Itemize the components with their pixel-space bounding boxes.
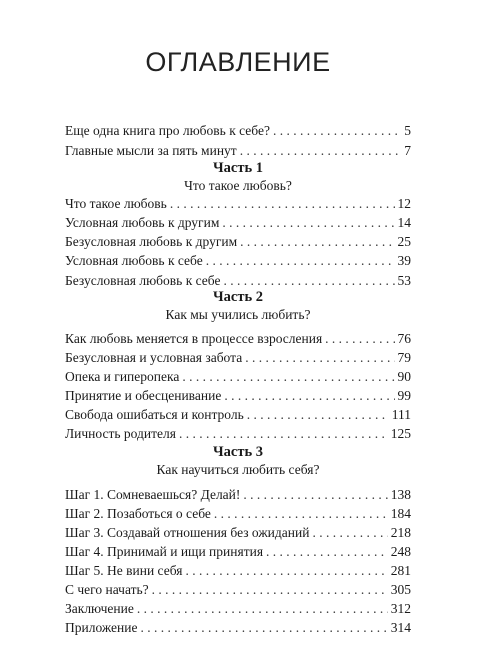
toc-entry-label: Опека и гиперопека <box>65 369 180 384</box>
toc-entry-page: 79 <box>397 350 411 365</box>
leader-dots <box>182 367 394 386</box>
leader-dots <box>206 251 395 270</box>
toc-entry-label: Личность родителя <box>65 426 176 441</box>
toc-entry-label: Принятие и обесценивание <box>65 388 222 403</box>
toc-entry-label: С чего начать? <box>65 582 149 597</box>
toc-entry-label: Свобода ошибаться и контроль <box>65 407 244 422</box>
toc-entry-page: 53 <box>397 273 411 288</box>
toc-entry <box>65 523 411 542</box>
toc-entry-label: Безусловная и условная забота <box>65 350 243 365</box>
part-heading: Часть 2 <box>213 289 263 305</box>
toc-entry-label: Шаг 5. Не вини себя <box>65 563 183 578</box>
toc-entry <box>65 405 411 424</box>
toc-entry-page: 76 <box>397 331 411 346</box>
toc-entry-page: 184 <box>390 506 411 521</box>
leader-dots <box>179 424 388 443</box>
leader-dots <box>266 542 388 561</box>
leader-dots <box>152 580 388 599</box>
leader-dots <box>240 232 394 251</box>
toc-entry <box>65 386 411 405</box>
page-title: ОГЛАВЛЕНИЕ <box>145 47 331 77</box>
toc-entry <box>65 232 411 251</box>
toc-entry-page: 218 <box>390 525 411 540</box>
toc-entry-page: 14 <box>397 215 411 230</box>
toc-entry <box>65 367 411 386</box>
toc-entry-page: 305 <box>390 582 411 597</box>
toc-entry <box>65 121 411 140</box>
toc-entry <box>65 542 411 561</box>
leader-dots <box>273 121 401 140</box>
leader-dots <box>243 485 387 504</box>
toc-entry-label: Шаг 2. Позаботься о себе <box>65 506 211 521</box>
toc-entry-label: Шаг 1. Сомневаешься? Делай! <box>65 487 241 502</box>
toc-entry <box>65 251 411 270</box>
toc-entry-page: 90 <box>397 369 411 384</box>
toc-entry <box>65 329 411 348</box>
leader-dots <box>245 348 394 367</box>
toc-entry <box>65 580 411 599</box>
part-subtitle: Как мы учились любить? <box>165 307 311 322</box>
toc-entry-label: Шаг 4. Принимай и ищи принятия <box>65 544 264 559</box>
part-subtitle: Что такое любовь? <box>184 178 292 193</box>
toc-entry-label: Что такое любовь <box>65 196 167 211</box>
toc-entry <box>65 141 411 160</box>
toc-entry-page: 12 <box>397 196 411 211</box>
toc-entry-page: 5 <box>404 123 411 138</box>
toc-entry-label: Как любовь меняется в процессе взросления <box>65 331 323 346</box>
toc-entry-label: Заключение <box>65 601 134 616</box>
toc-entry-page: 248 <box>390 544 411 559</box>
leader-dots <box>224 386 394 405</box>
toc-entry-label: Приложение <box>65 620 138 635</box>
toc-entry-label: Условная любовь к другим <box>65 215 220 230</box>
leader-dots <box>312 523 387 542</box>
toc-entry <box>65 213 411 232</box>
toc-entry-page: 25 <box>397 234 411 249</box>
toc-entry-page: 111 <box>391 407 411 422</box>
leader-dots <box>185 561 387 580</box>
leader-dots <box>222 213 394 232</box>
toc-entry <box>65 424 411 443</box>
leader-dots <box>247 405 389 424</box>
toc-entry-page: 39 <box>397 253 411 268</box>
toc-entry-label: Шаг 3. Создавай отношения без ожиданий <box>65 525 310 540</box>
toc-entry <box>65 271 411 290</box>
toc-entry <box>65 504 411 523</box>
toc-entry-label: Безусловная любовь к другим <box>65 234 238 249</box>
toc-entry-page: 314 <box>390 620 411 635</box>
leader-dots <box>223 271 394 290</box>
toc-entry-label: Еще одна книга про любовь к себе? <box>65 123 270 138</box>
toc-entry-page: 281 <box>390 563 411 578</box>
toc-entry-page: 138 <box>390 487 411 502</box>
toc-entry-page: 312 <box>390 601 411 616</box>
toc-entry <box>65 618 411 637</box>
toc-entry <box>65 561 411 580</box>
part-subtitle: Как научиться любить себя? <box>156 462 320 477</box>
toc-entry <box>65 599 411 618</box>
toc-entry-label: Условная любовь к себе <box>65 253 203 268</box>
leader-dots <box>240 141 402 160</box>
part-heading: Часть 3 <box>213 444 263 460</box>
leader-dots <box>140 618 387 637</box>
leader-dots <box>325 329 394 348</box>
leader-dots <box>170 194 395 213</box>
toc-entry-page: 7 <box>404 143 411 158</box>
toc-entry <box>65 485 411 504</box>
toc-entry-page: 99 <box>397 388 411 403</box>
part-heading: Часть 1 <box>213 160 263 176</box>
toc-entry-label: Безусловная любовь к себе <box>65 273 221 288</box>
toc-entry <box>65 348 411 367</box>
toc-entry <box>65 194 411 213</box>
toc-entry-label: Главные мысли за пять минут <box>65 143 237 158</box>
leader-dots <box>137 599 388 618</box>
toc-entry-page: 125 <box>390 426 411 441</box>
leader-dots <box>214 504 388 523</box>
